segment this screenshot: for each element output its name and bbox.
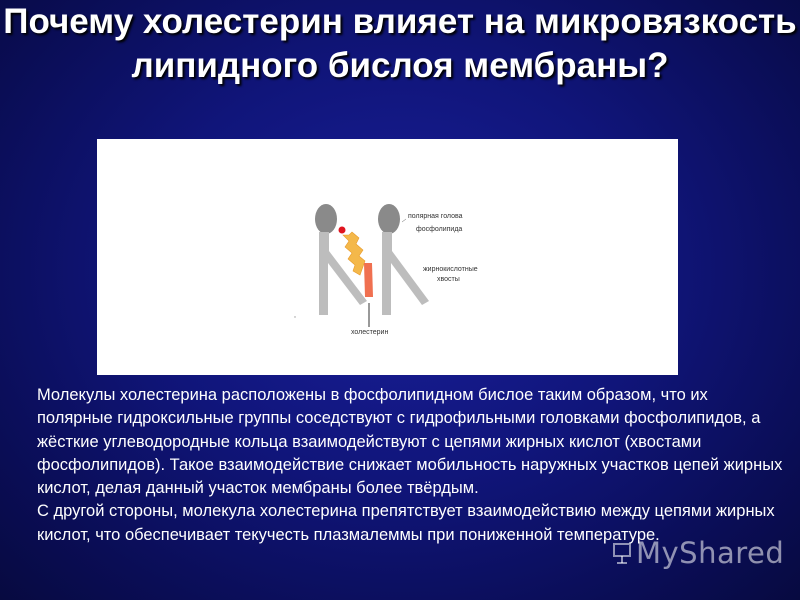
watermark-text: MyShared bbox=[636, 536, 785, 570]
label-cholesterol: холестерин bbox=[351, 329, 389, 336]
label-tails-2: хвосты bbox=[437, 276, 460, 283]
polar-head-left bbox=[315, 204, 337, 234]
label-polar-head-1: полярная голова bbox=[408, 213, 463, 220]
head-pointer bbox=[402, 219, 406, 222]
explanation-paragraph-1: Молекулы холестерина расположены в фосфолипидном бислое таким образом, что их полярные гидроксильные группы соседствуют с гидрофильными головками фосфолипидов, а жёсткие углеводородные кольца взаимодействуют с цепями жирных кислот (хвостами фосфолипидов). Такое взаимодействие снижает мобильность наружных участков цепей жирных кислот, делая данный участок мембраны более твёрдым. bbox=[37, 386, 783, 498]
presentation-icon bbox=[612, 541, 632, 565]
polar-head-right bbox=[378, 204, 400, 234]
label-tails-1: жирнокислотные bbox=[423, 266, 478, 273]
watermark bbox=[612, 536, 787, 572]
explanation-text bbox=[37, 384, 787, 547]
cholesterol-membrane-diagram bbox=[97, 139, 678, 375]
label-polar-head-2: фосфолипида bbox=[416, 226, 463, 233]
figure-dot bbox=[294, 316, 295, 317]
slide-title: Почему холестерин влияет на микровязкость липидного бислоя мембраны? bbox=[3, 2, 797, 85]
cholesterol-tail bbox=[364, 263, 373, 297]
explanation-paragraph-2: С другой стороны, молекула холестерина препятствует взаимодействию между цепями жирных кислот, что обеспечивает текучесть плазмалеммы при пониженной температуре. bbox=[37, 502, 775, 544]
membrane-figure bbox=[97, 139, 678, 375]
hydroxyl-group bbox=[339, 227, 346, 234]
fatty-acid-tails-right bbox=[382, 232, 429, 315]
steroid-rings bbox=[343, 232, 365, 275]
